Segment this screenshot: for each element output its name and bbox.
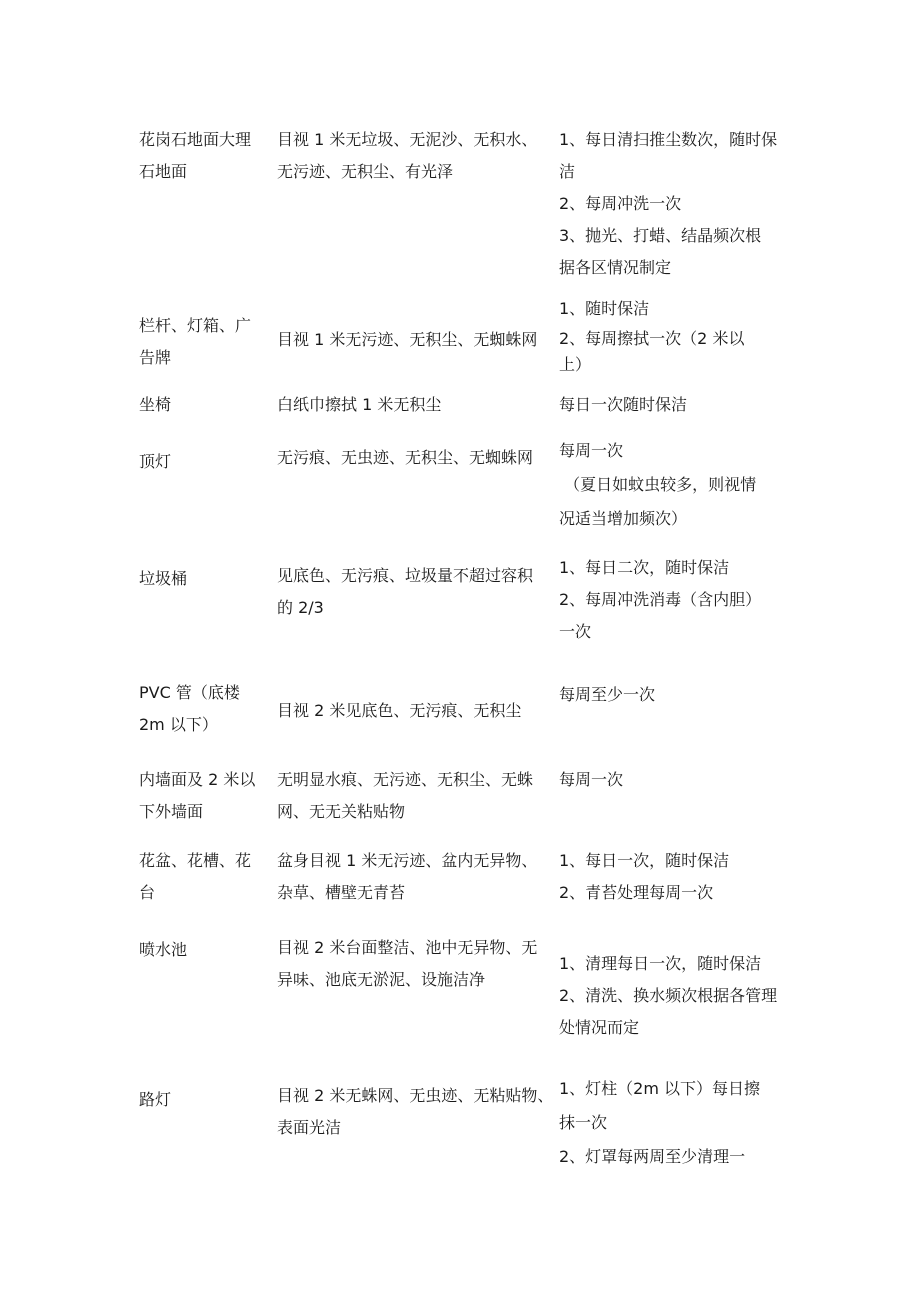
- text-line: 见底色、无污痕、垃圾量不超过容积: [277, 566, 534, 585]
- text-line: 1、清理每日一次，随时保洁: [559, 954, 762, 973]
- row-frequency: [559, 845, 794, 909]
- text-line: 每周至少一次: [559, 685, 656, 704]
- row-frequency: [559, 764, 794, 796]
- text-line: 无污迹、无积尘、有光泽: [277, 162, 454, 181]
- row-item: [139, 845, 264, 909]
- row-frequency: [559, 948, 794, 1044]
- row-standard: [277, 389, 552, 421]
- text-line: 石地面: [139, 162, 188, 181]
- text-line: 目视 2 米无蛛网、无虫迹、无粘贴物、: [277, 1086, 554, 1105]
- row-frequency: [559, 124, 794, 284]
- text-line: 每周一次: [559, 770, 624, 789]
- text-line: （夏日如蚊虫较多，则视情: [559, 475, 757, 494]
- text-line: 告牌: [139, 348, 172, 367]
- row-item: [139, 446, 264, 478]
- text-line: PVC 管（底楼: [139, 683, 240, 702]
- text-line: 喷水池: [139, 940, 188, 959]
- row-standard: [277, 442, 552, 474]
- text-line: 2、每周冲洗一次: [559, 194, 682, 213]
- text-line: 1、每日二次，随时保洁: [559, 558, 730, 577]
- row-standard: [277, 1080, 552, 1144]
- text-line: 1、每日一次，随时保洁: [559, 851, 730, 870]
- text-line: 目视 2 米见底色、无污痕、无积尘: [277, 701, 522, 720]
- row-standard: [277, 845, 552, 909]
- text-line: 目视 2 米台面整洁、池中无异物、无: [277, 938, 538, 957]
- row-standard: [277, 932, 552, 996]
- text-line: 网、无无关粘贴物: [277, 802, 406, 821]
- text-line: 无污痕、无虫迹、无积尘、无蜘蛛网: [277, 448, 534, 467]
- text-line: 2、每周冲洗消毒（含内胆）: [559, 590, 762, 609]
- text-line: 1、灯柱（2m 以下）每日擦: [559, 1079, 761, 1098]
- text-line: 盆身目视 1 米无污迹、盆内无异物、: [277, 851, 538, 870]
- text-line: 栏杆、灯箱、广: [139, 316, 252, 335]
- row-frequency: [559, 389, 794, 421]
- row-frequency: [559, 294, 794, 376]
- text-line: 的 2/3: [277, 598, 324, 617]
- text-line: 况适当增加频次）: [559, 509, 688, 528]
- text-line: 杂草、槽壁无青苔: [277, 883, 406, 902]
- row-item: [139, 934, 264, 966]
- text-line: 路灯: [139, 1090, 172, 1109]
- text-line: 白纸巾擦拭 1 米无积尘: [277, 395, 442, 414]
- text-line: 2、灯罩每两周至少清理一: [559, 1147, 746, 1166]
- row-standard: [277, 695, 552, 727]
- text-line: 每周一次: [559, 441, 624, 460]
- row-standard: [277, 324, 552, 356]
- text-line: 2、清洗、换水频次根据各管理: [559, 986, 778, 1005]
- row-standard: [277, 764, 552, 828]
- text-line: 1、每日清扫推尘数次，随时保: [559, 130, 778, 149]
- text-line: 内墙面及 2 米以: [139, 770, 256, 789]
- text-line: 坐椅: [139, 395, 172, 414]
- text-line: 上）: [559, 355, 592, 374]
- text-line: 台: [139, 883, 156, 902]
- row-item: [139, 563, 264, 595]
- text-line: 花盆、花槽、花: [139, 851, 252, 870]
- text-line: 1、随时保洁: [559, 299, 650, 318]
- row-standard: [277, 560, 552, 624]
- text-line: 2m 以下）: [139, 715, 218, 734]
- text-line: 无明显水痕、无污迹、无积尘、无蛛: [277, 770, 534, 789]
- text-line: 目视 1 米无污迹、无积尘、无蜘蛛网: [277, 330, 538, 349]
- text-line: 每日一次随时保洁: [559, 395, 688, 414]
- row-item: [139, 1084, 264, 1116]
- text-line: 表面光洁: [277, 1118, 342, 1137]
- row-item: [139, 764, 264, 828]
- row-item: [139, 389, 264, 421]
- row-frequency: [559, 434, 794, 536]
- text-line: 异味、池底无淤泥、设施洁净: [277, 970, 486, 989]
- text-line: 3、抛光、打蜡、结晶频次根: [559, 226, 762, 245]
- text-line: 抹一次: [559, 1113, 608, 1132]
- row-standard: [277, 124, 552, 188]
- text-line: 垃圾桶: [139, 569, 188, 588]
- text-line: 花岗石地面大理: [139, 130, 252, 149]
- row-item: [139, 677, 264, 741]
- text-line: 一次: [559, 622, 592, 641]
- row-frequency: [559, 679, 794, 711]
- text-line: 目视 1 米无垃圾、无泥沙、无积水、: [277, 130, 538, 149]
- text-line: 下外墙面: [139, 802, 204, 821]
- text-line: 洁: [559, 162, 576, 181]
- row-frequency: [559, 552, 794, 648]
- text-line: 2、青苔处理每周一次: [559, 883, 714, 902]
- text-line: 顶灯: [139, 452, 172, 471]
- row-frequency: [559, 1072, 794, 1174]
- row-item: [139, 310, 264, 374]
- text-line: 处情况而定: [559, 1018, 640, 1037]
- row-item: [139, 124, 264, 188]
- text-line: 2、每周擦拭一次（2 米以: [559, 329, 745, 348]
- text-line: 据各区情况制定: [559, 258, 672, 277]
